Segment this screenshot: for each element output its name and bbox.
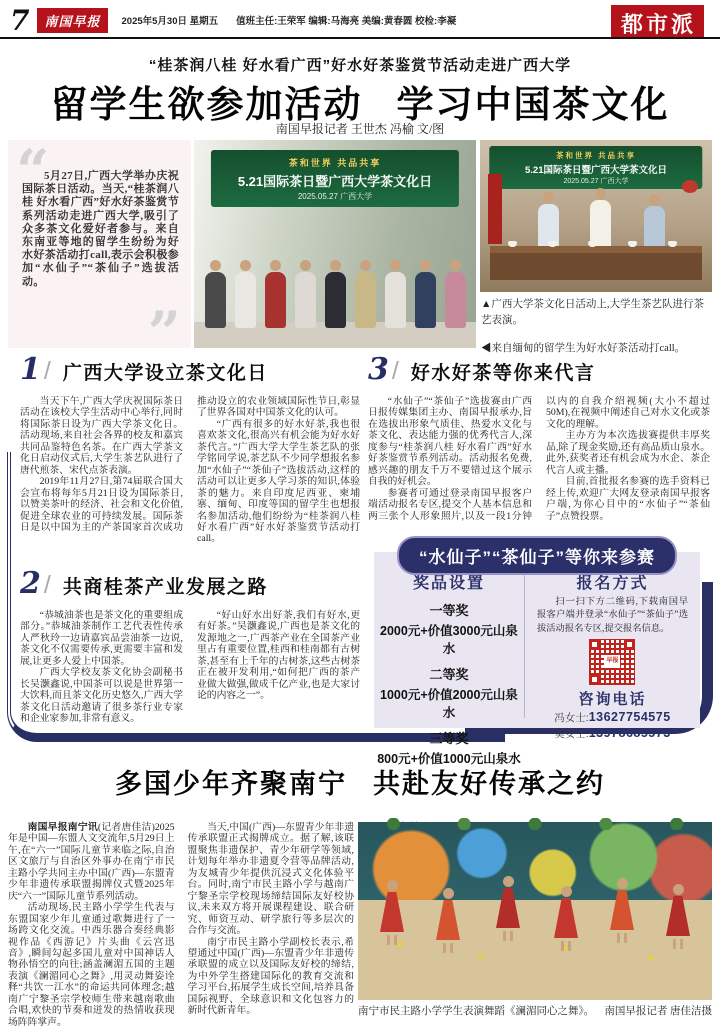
paper-logo: 南国早报 xyxy=(37,8,107,33)
paragraph: 主办方为本次选拔赛提供丰厚奖品,除了现金奖励,还有高品质山泉水。此外,获奖者还有机会成为水企、茶企代言人或主播。 xyxy=(546,430,710,476)
group-of-people xyxy=(194,260,476,328)
byline: 南国早报记者 王世杰 冯榆 文/图 xyxy=(275,122,445,136)
header-rule xyxy=(0,37,720,39)
masthead xyxy=(10,4,710,36)
paragraph: 活动现场,民主路小学学生代表与东盟国家少年儿童通过歌舞进行了一场跨文化交流。中西乐器合奏经典影视作品《西游记》片头曲《云宫迅音》,瞬间勾起多国儿童对中国神话人物孙悟空的向往;涵盖澜湄五国的主题表演《澜湄同心之舞》,用灵动舞姿诠释“共饮一江水”的命运共同体理念;越南广宁黎圣宗学校师生带来越南歌曲合唱,欢快的节奏和迸发的热情收获现场阵阵掌声。 xyxy=(8,902,175,1028)
article-2 xyxy=(20,566,360,768)
prizes-column xyxy=(374,570,524,766)
close-quote-icon: ” xyxy=(147,299,181,367)
banner-date: 2025.05.27 广西大学 xyxy=(563,178,629,185)
event-banner xyxy=(211,150,459,207)
article-number-slash: / xyxy=(43,571,51,599)
prize-2-name: 二等奖 xyxy=(429,667,469,682)
hotline-header: 咨询电话 xyxy=(578,691,647,709)
banner-date: 2025.05.27 广西大学 xyxy=(297,192,373,201)
prize-3-name: 三等奖 xyxy=(429,731,469,746)
hotline-row xyxy=(525,710,700,725)
dance-photo xyxy=(358,822,712,1000)
signup-header: 报名方式 xyxy=(576,575,649,592)
person-figure xyxy=(203,260,228,328)
caption-tea-performance: ▲广西大学茶文化日活动上,大学生茶艺队进行茶艺表演。 xyxy=(481,299,705,326)
paragraph: “广西有很多的好水好茶,我也很喜欢茶文化,很高兴有机会能为好水好茶代言。”广西大学大学生茶艺队的张学铭同学说,茶艺队不少同学想报名参加“水仙子”“茶仙子”选拔活动,这样的活动可以让更多人学习茶的知识,体验茶的魅力。来自印度尼西亚、柬埔寨、缅甸、印度等国的留学生也想报名参加活动,他们纷纷为“桂茶润八桂 好水看广西”好水好茶鉴赏节活动打call。 xyxy=(197,418,360,545)
plants-decor xyxy=(358,818,712,830)
paragraph: 当天,中国(广西)—东盟青少年非遗传承联盟正式揭牌成立。据了解,该联盟聚焦非遗保护、青少年研学等领域,计划每年举办非遗夏令营等品牌活动,为友城青少年提供沉浸式文化体验平台。同时,南宁市民主路小学与越南广宁黎圣宗学校现场缔结国际友好校协议,未来双方将开展课程建设、联合研究、师资互动、研学旅行等多层次的合作与交流。 xyxy=(187,822,354,937)
dancer-figure xyxy=(380,880,404,950)
banner-title: 5.21国际茶日暨广西大学茶文化日 xyxy=(237,174,433,189)
open-quote-icon: “ xyxy=(16,137,50,205)
article-number: 3 xyxy=(368,352,389,387)
bottom-article-lead-paragraph xyxy=(8,822,175,902)
article-number: 2 xyxy=(20,566,41,601)
page-number: 7 xyxy=(10,3,30,37)
bottom-headline xyxy=(0,762,720,801)
article-number-slash: / xyxy=(391,357,399,385)
paragraph: 广西大学校友茶文化协会副秘书长吴灏鑫说,中国茶可以说是世界第一大饮料,而且茶文化历史悠久,广西大学茶文化日活动邀请了很多茶行业专家和企业家参加,非常有意义。 xyxy=(20,667,183,725)
article-3 xyxy=(368,352,710,542)
paragraph: 2019年11月27日,第74届联合国大会宣布将每年5月21日设为国际茶日,以赞美茶叶的经济、社会和文化价值,促进全球农业的可持续发展。国际茶日是以中国为主的产茶国家首次成功推动设立的农业领域国际性节日,彰显了世界各国对中国茶文化的认可。 xyxy=(20,396,360,533)
article-2-body xyxy=(20,610,360,768)
person-figure xyxy=(413,260,438,328)
prizes-header: 奖品设置 xyxy=(412,575,485,592)
article-2-header xyxy=(20,566,360,601)
caption-credit: 南国早报记者 唐佳洁摄 xyxy=(604,1006,712,1017)
person-figure xyxy=(443,260,468,328)
lead-paragraph-text: (记者唐佳洁)2025年是中国—东盟人文交流年,5月29日上午,在“六一”国际儿童节来临之际,自治区文旅厅与自治区外事办在南宁市民主路小学共同主办中国(广西)—东盟青少年非遗传承联盟揭牌仪式暨2025年庆“六一”国际儿童节系列活动。 xyxy=(8,822,175,902)
paragraph: 参赛者可通过登录南国早报客户端活动报名专区,提交个人基本信息和两三张个人形象照片,以及一段1分钟以内的自我介绍视频(大小不超过50M),在视频中阐述自己对水文化或茶文化的理解。 xyxy=(368,396,710,522)
article-number: 1 xyxy=(20,352,41,387)
dancer-figure xyxy=(554,886,578,956)
dancer-figure xyxy=(436,888,460,958)
caption-students-call: ◀来自缅甸的留学生为好水好茶活动打call。 xyxy=(481,342,686,354)
caption-text: 南宁市民主路小学学生表演舞蹈《澜湄同心之舞》。 xyxy=(358,1006,595,1017)
hotline-number: 13627754575 xyxy=(588,710,671,725)
person-figure xyxy=(323,260,348,328)
article-title: 广西大学设立茶文化日 xyxy=(62,363,268,384)
paragraph: 目前,首批报名参赛的选手资料已经上传,欢迎广大网友登录南国早报客户端,为你心目中的“水仙子”“茶仙子”点赞投票。 xyxy=(546,476,710,522)
article-title: 共商桂茶产业发展之路 xyxy=(62,577,268,598)
kicker: “桂茶润八桂 好水看广西”好水好茶鉴赏节活动走进广西大学 xyxy=(148,57,572,74)
person-figure xyxy=(353,260,378,328)
contest-box xyxy=(374,548,700,766)
bottom-photo-caption xyxy=(358,1005,712,1020)
dancer-figure xyxy=(610,878,634,948)
hotline-number: 13978685573 xyxy=(588,726,671,741)
article-1 xyxy=(20,352,360,564)
hotline-contact-name: 莫女士: xyxy=(554,728,589,741)
banner-title: 5.21国际茶日暨广西大学茶文化日 xyxy=(525,165,667,176)
group-photo xyxy=(194,140,476,348)
article-title: 好水好茶等你来代言 xyxy=(410,363,596,384)
section-badge: 都市派 xyxy=(611,5,704,37)
person-figure xyxy=(263,260,288,328)
dancer-figure xyxy=(666,884,690,954)
tea-ceremony-photo xyxy=(480,140,712,292)
paragraph: “水仙子”“茶仙子”选拔赛由广西日报传媒集团主办、南国早报承办,旨在选拔出形象气质佳、热爱水文化与茶文化、表达能力强的优秀代言人,深度参与“桂茶润八桂 好水看广西”好水好茶鉴赏节系列活动。活动报名免费,感兴趣的朋友千万不要错过这个展示自我的好机会。 xyxy=(368,396,532,488)
bottom-headline-part-2: 共赴友好传承之约 xyxy=(373,769,605,799)
headline-part-2: 学习中国茶文化 xyxy=(396,84,670,125)
hotline-contact-name: 冯女士: xyxy=(554,712,589,725)
hotline-row xyxy=(525,726,700,741)
bottom-article-body xyxy=(8,822,354,1030)
event-banner-small xyxy=(489,146,702,189)
bottom-headline-part-1: 多国少年齐聚南宁 xyxy=(115,769,347,799)
banner-slogan: 茶和世界 共品共享 xyxy=(555,151,637,160)
person-figure xyxy=(293,260,318,328)
article-1-header xyxy=(20,352,360,387)
paragraph: 当天下午,广西大学庆祝国际茶日活动在该校大学生活动中心举行,同时将国际茶日设为广西大学茶文化日。活动现场,来自社会各界的校友和嘉宾共同品鉴特色名茶。在广西大学茶文化日启动仪式后,大学生茶艺队进行了唐代煎茶、宋代点茶表演。 xyxy=(20,396,183,476)
tea-table xyxy=(490,246,702,280)
qr-code xyxy=(589,639,635,685)
photo-captions xyxy=(481,297,712,356)
prize-1-name: 一等奖 xyxy=(429,603,469,618)
stage-backdrop xyxy=(358,822,712,900)
person-figure xyxy=(233,260,258,328)
dateline-lead: 南国早报南宁讯 xyxy=(27,822,98,833)
prize-1-desc: 2000元+价值3000元山泉水 xyxy=(380,624,518,656)
hanging-scroll xyxy=(488,174,502,244)
headline-part-1: 留学生欲参加活动 xyxy=(50,84,363,125)
dateline: 2025年5月30日 星期五 xyxy=(121,16,219,27)
pull-quote xyxy=(8,137,191,367)
prize-3-desc: 800元+价值1000元山泉水 xyxy=(377,752,521,766)
pull-quote-text: 5月27日,广西大学举办庆祝国际茶日活动。当天,“桂茶润八桂 好水看广西”好水好茶鉴赏节系列活动走进广西大学,吸引了众多茶文化爱好者参与。来自东南亚等地的留学生纷纷为好水好茶活动打call,表示会积极参加“水仙子”“茶仙子”选拔活动。 xyxy=(22,170,179,288)
paragraph: “恭城油茶也是茶文化的重要组成部分。”恭城油茶制作工艺代表性传承人严秋玲一边请嘉宾品尝油茶一边说,茶文化不仅需要传承,更需要丰富和发展,让更多人爱上中国茶。 xyxy=(20,610,183,667)
paragraph: “好山好水出好茶,我们有好水,更有好茶。”吴灏鑫说,广西也是茶文化的发源地之一,广西茶产业在全国茶产业里占有重要位置,桂西和桂南都有古树茶,甚至有上千年的古树茶,这些古树茶正在被开发利用,“如何把广西的茶产业做大做强,做成千亿产业,也是大家讨论的内容之一”。 xyxy=(197,610,360,702)
prize-2-desc: 1000元+价值2000元山泉水 xyxy=(380,688,518,720)
signup-column xyxy=(525,570,700,741)
qr-center-label: 早报 xyxy=(604,655,620,668)
banner-slogan: 茶和世界 共品共享 xyxy=(288,158,382,168)
staff-credits: 值班主任:王荣军 编辑:马海亮 美编:黄春圆 校检:李凝 xyxy=(236,16,457,27)
person-figure xyxy=(642,194,666,250)
article-number-slash: / xyxy=(43,357,51,385)
article-3-header xyxy=(368,352,710,387)
lantern xyxy=(682,180,698,193)
person-figure xyxy=(383,260,408,328)
article-1-body xyxy=(20,396,360,564)
article-3-body xyxy=(368,396,710,542)
contest-title: “水仙子”“茶仙子”等你来参赛 xyxy=(397,536,677,575)
dancer-figure xyxy=(496,876,520,946)
paragraph: 南宁市民主路小学副校长表示,希望通过中国(广西)—东盟青少年非遗传承联盟的成立以及国际友好校的缔结,为中外学生搭建国际化的教育交流和学习平台,拓展学生成长空间,培养具备国际视野、全球意识和文化包容力的新时代新青年。 xyxy=(187,936,354,1017)
signup-instructions: 扫一扫下方二维码,下载南国早报客户端并登录“水仙子”“茶仙子”选拔活动报名专区,提交报名信息。 xyxy=(536,597,688,634)
